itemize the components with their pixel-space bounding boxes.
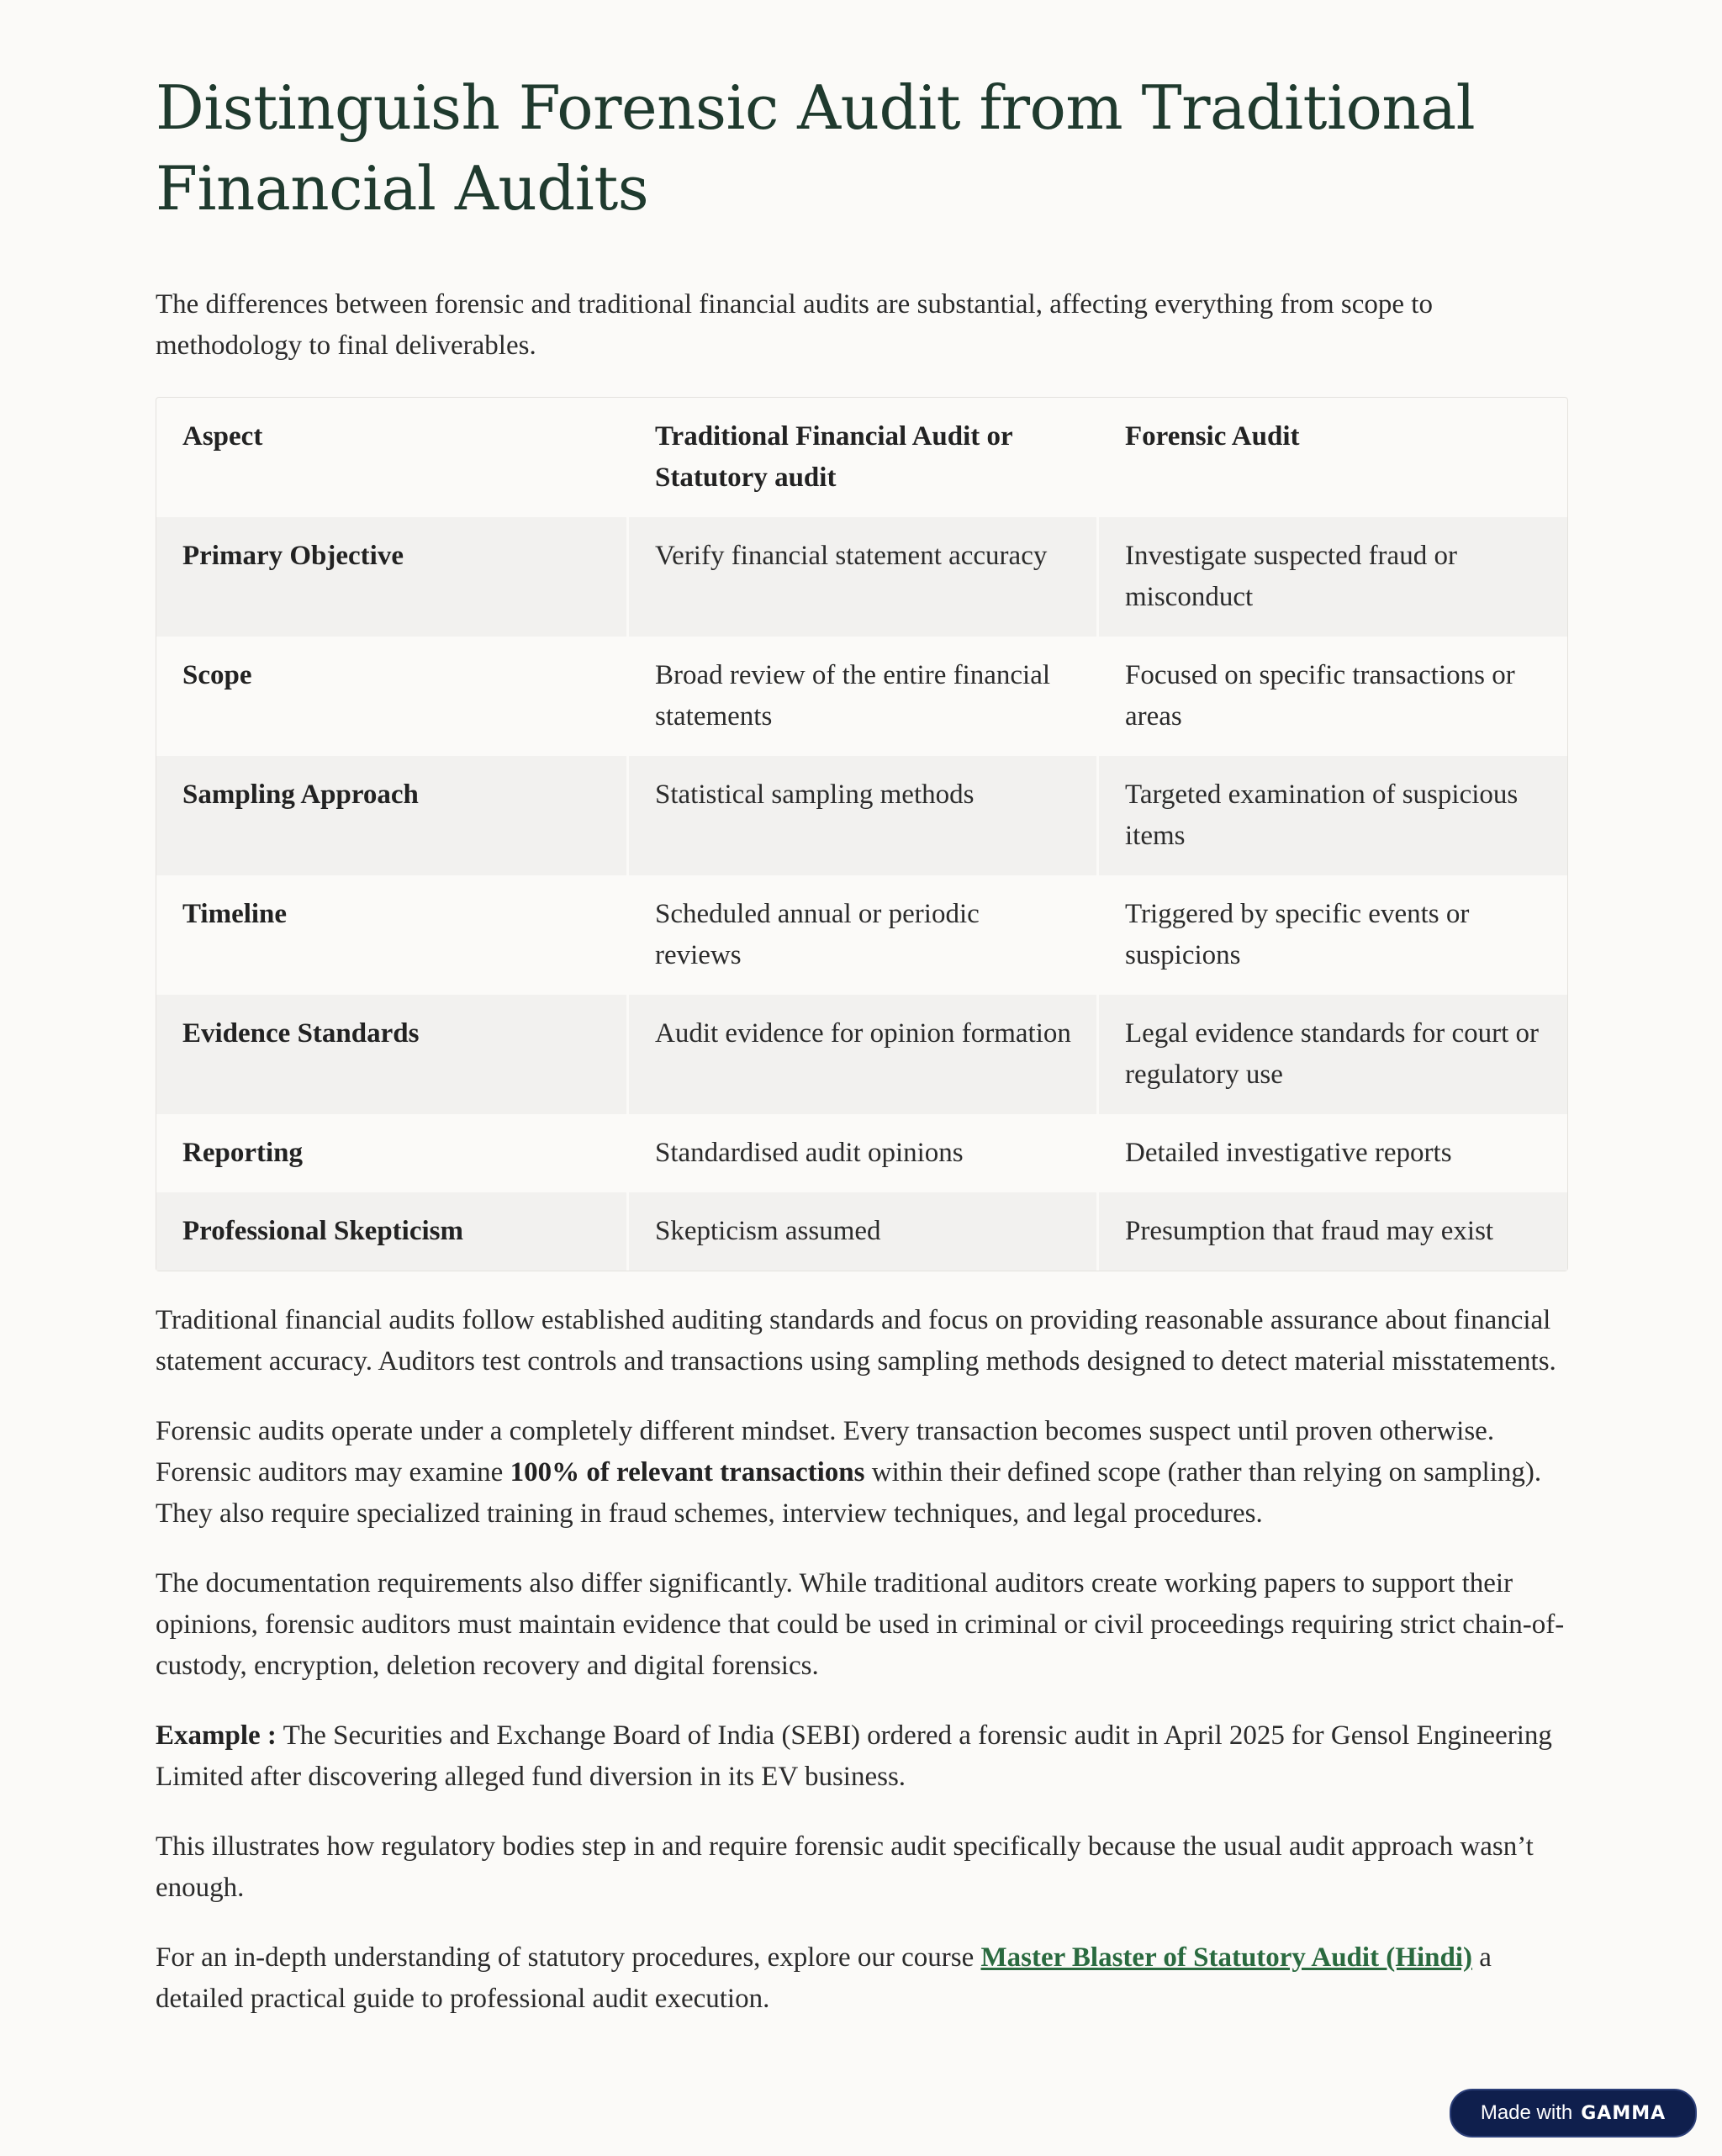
table-cell: Focused on specific transactions or areas <box>1096 637 1566 756</box>
table-header-cell: Forensic Audit <box>1096 398 1566 517</box>
table-header-row <box>156 398 1567 517</box>
paragraph-text: a detailed practical guide to professional audit execution. <box>156 1942 1492 2014</box>
made-with-gamma-badge[interactable] <box>1450 2089 1697 2138</box>
paragraph-text: Forensic audits operate under a completely different mindset. Every transaction becomes suspect until proven otherwise. Forensic auditors may examine <box>156 1416 1495 1488</box>
table-cell: Audit evidence for opinion formation <box>626 995 1096 1114</box>
table-row-label: Reporting <box>182 1138 303 1168</box>
table-row-label: Sampling Approach <box>182 779 419 810</box>
paragraph-illustration: This illustrates how regulatory bodies step in and require forensic audit specifically because the usual audit approach wasn’t enough. <box>156 1831 1534 1903</box>
paragraph-documentation: The documentation requirements also differ significantly. While traditional auditors create working papers to support their opinions, forensic auditors must maintain evidence that could be used in criminal or civil proceedings requiring strict chain-of-custody, encryption, deletion recovery and digital forensics. <box>156 1568 1565 1681</box>
table-row <box>156 1192 1567 1271</box>
body-text <box>156 1300 1566 2020</box>
document-page <box>156 67 1566 2020</box>
table-row <box>156 875 1567 995</box>
comparison-table <box>156 397 1568 1271</box>
table-cell: Presumption that fraud may exist <box>1096 1192 1566 1271</box>
paragraph-text: The Securities and Exchange Board of India (SEBI) ordered a forensic audit in April 2025 for Gensol Engineering Limited after discovering alleged fund diversion in its EV business. <box>156 1720 1552 1792</box>
paragraph-example <box>156 1715 1566 1798</box>
intro-paragraph: The differences between forensic and traditional financial audits are substantial, affecting everything from scope to methodology to final deliverables. <box>156 289 1433 361</box>
table-header-cell: Aspect <box>182 421 263 452</box>
table-cell: Legal evidence standards for court or regulatory use <box>1096 995 1566 1114</box>
table-row-label: Evidence Standards <box>182 1018 420 1049</box>
table-cell: Standardised audit opinions <box>626 1114 1096 1192</box>
table-row <box>156 637 1567 756</box>
table-row-label: Primary Objective <box>182 541 404 571</box>
paragraph-course <box>156 1937 1566 2020</box>
table-row-label: Timeline <box>182 899 288 929</box>
badge-label: Made with <box>1480 2101 1573 2124</box>
table-row-label: Scope <box>182 660 252 690</box>
table-cell: Investigate suspected fraud or misconduct <box>1096 517 1566 637</box>
table-cell: Detailed investigative reports <box>1096 1114 1566 1192</box>
emphasis-text: 100% of relevant transactions <box>510 1457 865 1488</box>
page-title: Distinguish Forensic Audit from Traditional Financial Audits <box>156 72 1476 224</box>
paragraph-text: For an in-depth understanding of statutory procedures, explore our course <box>156 1942 981 1973</box>
table-cell: Broad review of the entire financial statements <box>626 637 1096 756</box>
paragraph-forensic <box>156 1411 1566 1535</box>
table-cell: Targeted examination of suspicious items <box>1096 756 1566 875</box>
table-cell: Skepticism assumed <box>626 1192 1096 1271</box>
table-header-cell: Traditional Financial Audit or Statutory audit <box>626 398 1096 517</box>
gamma-logo: GAMMA <box>1581 2102 1667 2124</box>
table-row <box>156 517 1567 637</box>
example-label: Example : <box>156 1720 277 1751</box>
course-link[interactable]: Master Blaster of Statutory Audit (Hindi) <box>980 1942 1472 1973</box>
table-row <box>156 995 1567 1114</box>
table-cell: Triggered by specific events or suspicions <box>1096 875 1566 995</box>
table-cell: Verify financial statement accuracy <box>626 517 1096 637</box>
table-row-label: Professional Skepticism <box>182 1216 463 1246</box>
table-cell: Scheduled annual or periodic reviews <box>626 875 1096 995</box>
paragraph-text: within their defined scope (rather than relying on sampling). They also require specialized training in fraud schemes, interview techniques, and legal procedures. <box>156 1457 1542 1529</box>
table-row <box>156 756 1567 875</box>
table-row <box>156 1114 1567 1192</box>
paragraph-traditional: Traditional financial audits follow established auditing standards and focus on providing reasonable assurance about financial statement accuracy. Auditors test controls and transactions using sampling methods designed to detect material misstatements. <box>156 1305 1556 1377</box>
table-cell: Statistical sampling methods <box>626 756 1096 875</box>
